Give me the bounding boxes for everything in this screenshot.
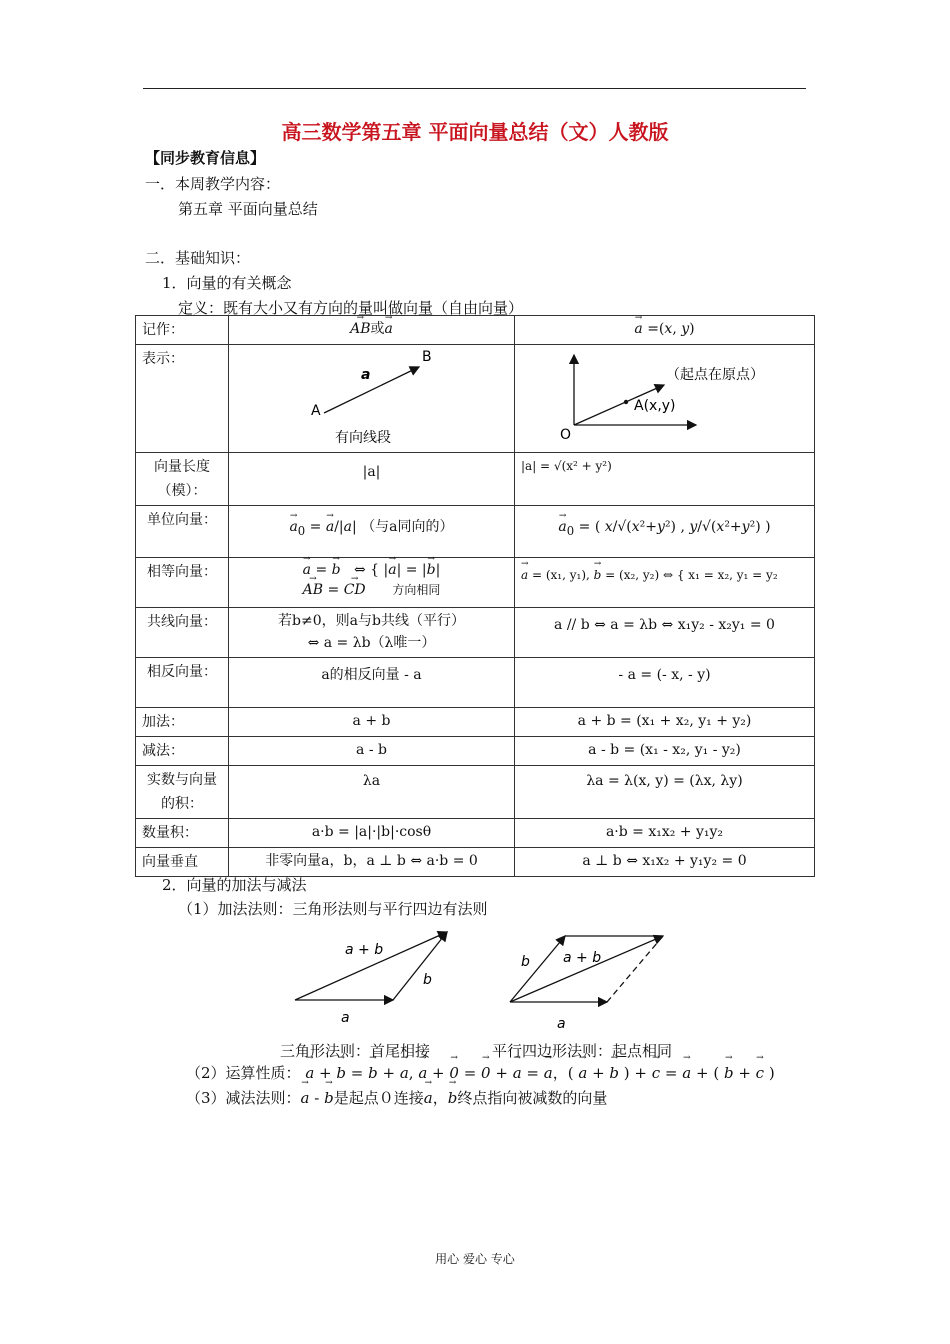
same-direction-note: 方向相同: [392, 583, 441, 597]
collinear-line2: ⇔ a = λb（λ唯一）: [307, 635, 436, 651]
row-label-opposite: 相反向量：: [136, 658, 229, 708]
unit-note: （与a同向的）: [361, 519, 454, 535]
repr-coordinate: [515, 345, 815, 453]
length-coordinate: |a| = √(x² + y²): [515, 453, 815, 506]
add-coordinate: a + b = (x₁ + x₂, y₁ + y₂): [515, 708, 815, 737]
collinear-geometric: [229, 608, 515, 658]
table-row: [136, 316, 815, 345]
para-a-label: a: [557, 1016, 566, 1032]
top-rule: [143, 88, 806, 89]
scalar-coordinate: λa = λ(x, y) = (λx, λy): [515, 766, 815, 819]
ops-label: （2）运算性质：: [186, 1064, 301, 1082]
table-row: [136, 658, 815, 708]
row-label-perp: 向量垂直: [136, 848, 229, 877]
tri-a-label: a: [341, 1010, 350, 1026]
subtraction-rule: （3）减法法则：→ a - → b是起点０连接→ a，→ b终点指向被减数的向量: [186, 1087, 607, 1108]
sub-rule-text2: 终点指向被减数的向量: [457, 1089, 608, 1107]
perp-coordinate: a ⊥ b ⇔ x₁x₂ + y₁y₂ = 0: [515, 848, 815, 877]
row-label-repr: 表示：: [136, 345, 229, 453]
table-row: [136, 737, 815, 766]
directed-segment-diagram: [229, 345, 514, 445]
item2-heading: 2．向量的加法与减法: [162, 876, 307, 894]
row-label-add: 加法：: [136, 708, 229, 737]
page-title: 高三数学第五章 平面向量总结（文）人教版: [281, 120, 669, 144]
collinear-line1: 若b≠0，则a与b共线（平行）: [278, 613, 465, 629]
row-label-sub: 减法：: [136, 737, 229, 766]
page-footer: 用心 爱心 专心: [435, 1252, 515, 1266]
origin-label: O: [559, 427, 571, 443]
segment-ab: [324, 367, 419, 413]
row-label-unit: 单位向量：: [136, 506, 229, 558]
table-row: [136, 506, 815, 558]
part1-content: 第五章 平面向量总结: [178, 200, 318, 218]
para-right-side: [607, 936, 663, 1002]
sub-rule-label: （3）减法法则：: [186, 1089, 301, 1107]
row-label-scalar: 实数与向量的积：: [136, 766, 229, 819]
addition-rule: （1）加法法则：三角形法则与平行四边有法则: [178, 900, 488, 918]
notation-geometric: → AB或→ a: [229, 316, 515, 345]
part1-heading: 一．本周教学内容：: [145, 175, 281, 193]
row-label-notation: 记作：: [136, 316, 229, 345]
para-vector-sum: [510, 936, 663, 1002]
unit-geometric: → $a_0$ = → a/|a| （与a同向的）: [229, 506, 515, 558]
operation-properties: （2）运算性质： → a + → b = → b + → a, → a + → 0 = → 0 + → a = → a，( → a + → b ) + → c = → a + ( → b + → c ): [186, 1062, 775, 1083]
equal-geometric: → a = → b ⇔ { |→ a| = |→ b| → AB = → CD 方向相同: [229, 558, 515, 608]
repr-geometric: [229, 345, 515, 453]
opposite-geometric: a的相反向量 - a: [229, 658, 515, 708]
row-label-dot: 数量积：: [136, 819, 229, 848]
tri-vector-b: [393, 932, 447, 1000]
add-geometric: a + b: [229, 708, 515, 737]
perp-geometric: 非零向量a，b，a ⊥ b ⇔ a·b = 0: [229, 848, 515, 877]
table-row: [136, 345, 815, 453]
vector-a-label: a: [361, 367, 371, 383]
opposite-coordinate: - a = (- x, - y): [515, 658, 815, 708]
table-row: [136, 608, 815, 658]
item1-heading: 1．向量的有关概念: [162, 274, 292, 292]
length-geometric: |a|: [229, 453, 515, 506]
tri-sum-label: a + b: [345, 942, 384, 958]
sub-rule-text: 是起点０连接: [333, 1089, 424, 1107]
table-row: [136, 848, 815, 877]
point-a-label: A: [311, 403, 321, 419]
notation-coordinate: → a =(x, y): [515, 316, 815, 345]
coordinate-vector-diagram: [516, 345, 814, 445]
section-header: 【同步教育信息】: [145, 149, 266, 167]
scalar-geometric: λa: [229, 766, 515, 819]
directed-segment-caption: 有向线段: [335, 430, 391, 445]
vector-definition: 定义：既有大小又有方向的量叫做向量（自由向量）: [178, 299, 524, 317]
point-axy-label: A(x,y): [633, 398, 676, 414]
tri-b-label: b: [423, 972, 432, 988]
equal-coordinate: → a = (x₁, y₁), → b = (x₂, y₂) ⇔ { x₁ = x₂, y₁ = y₂: [515, 558, 815, 608]
row-label-length: 向量长度（模）：: [136, 453, 229, 506]
table-row: [136, 558, 815, 608]
sub-coordinate: a - b = (x₁ - x₂, y₁ - y₂): [515, 737, 815, 766]
dot-coordinate: a·b = x₁x₂ + y₁y₂: [515, 819, 815, 848]
para-b-label: b: [521, 954, 530, 970]
table-row: [136, 766, 815, 819]
parallelogram-rule-caption: 平行四边形法则：起点相同: [492, 1042, 673, 1060]
point-b-label: B: [422, 349, 432, 365]
vector-concept-table: [135, 315, 815, 877]
collinear-coordinate: a // b ⇔ a = λb ⇔ x₁y₂ - x₂y₁ = 0: [515, 608, 815, 658]
para-sum-label: a + b: [563, 950, 602, 966]
table-row: [136, 708, 815, 737]
sub-geometric: a - b: [229, 737, 515, 766]
dot-geometric: a·b = |a|·|b|·cosθ: [229, 819, 515, 848]
unit-coordinate: → $a_0$ = ( x/√(x²+y²) , y/√(x²+y²) ): [515, 506, 815, 558]
part2-heading: 二．基础知识：: [145, 249, 251, 267]
origin-note: （起点在原点）: [665, 367, 764, 383]
table-row: [136, 819, 815, 848]
para-vector-b: [510, 936, 565, 1002]
point-axy: [623, 400, 627, 404]
row-label-collinear: 共线向量：: [136, 608, 229, 658]
row-label-equal: 相等向量：: [136, 558, 229, 608]
table-row: [136, 453, 815, 506]
addition-diagrams: [285, 920, 685, 1035]
triangle-rule-caption: 三角形法则：首尾相接: [280, 1042, 431, 1060]
